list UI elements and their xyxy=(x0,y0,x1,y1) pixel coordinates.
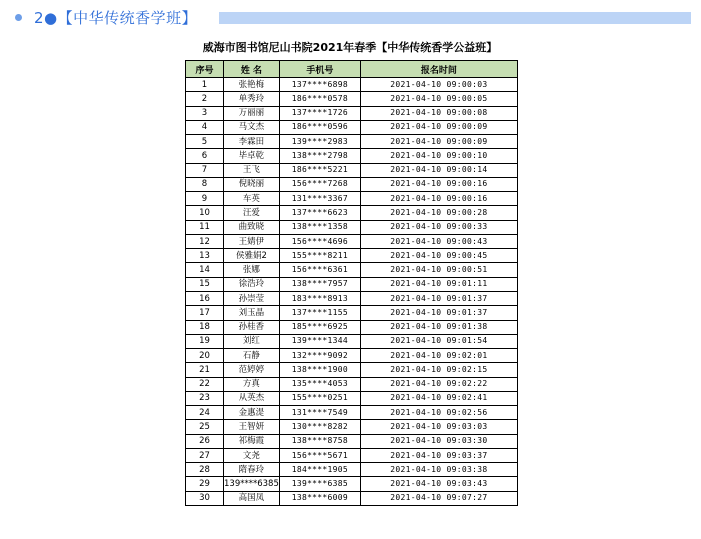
cell-phone: 139****2983 xyxy=(279,135,360,149)
table-row xyxy=(186,263,518,277)
cell-name: 毕卓乾 xyxy=(224,149,280,163)
cell-phone: 137****6623 xyxy=(279,206,360,220)
cell-index: 28 xyxy=(186,463,224,477)
cell-name: 高国凤 xyxy=(224,491,280,505)
cell-phone: 184****1905 xyxy=(279,463,360,477)
cell-index: 3 xyxy=(186,106,224,120)
cell-index: 9 xyxy=(186,192,224,206)
cell-index: 20 xyxy=(186,349,224,363)
cell-phone: 138****2798 xyxy=(279,149,360,163)
table-row xyxy=(186,177,518,191)
table-row xyxy=(186,320,518,334)
cell-index: 2 xyxy=(186,92,224,106)
cell-phone: 135****4053 xyxy=(279,377,360,391)
cell-name: 倪晓丽 xyxy=(224,177,280,191)
cell-phone: 186****5221 xyxy=(279,163,360,177)
column-header-name: 姓 名 xyxy=(224,61,280,78)
cell-time: 2021-04-10 09:03:43 xyxy=(360,477,517,491)
table-row xyxy=(186,420,518,434)
cell-time: 2021-04-10 09:01:37 xyxy=(360,291,517,305)
registration-table xyxy=(185,60,518,506)
cell-name: 单秀玲 xyxy=(224,92,280,106)
cell-time: 2021-04-10 09:00:09 xyxy=(360,135,517,149)
cell-phone: 137****1726 xyxy=(279,106,360,120)
cell-phone: 183****8913 xyxy=(279,291,360,305)
table-row xyxy=(186,92,518,106)
cell-name: 王飞 xyxy=(224,163,280,177)
table-row xyxy=(186,463,518,477)
cell-phone: 186****0596 xyxy=(279,120,360,134)
table-row xyxy=(186,78,518,92)
cell-name: 从英杰 xyxy=(224,391,280,405)
table-body xyxy=(186,78,518,506)
table-row xyxy=(186,192,518,206)
cell-name: 车英 xyxy=(224,192,280,206)
cell-time: 2021-04-10 09:00:08 xyxy=(360,106,517,120)
table-row xyxy=(186,149,518,163)
table-row xyxy=(186,363,518,377)
cell-phone: 138****6009 xyxy=(279,491,360,505)
cell-index: 24 xyxy=(186,406,224,420)
column-header-index: 序号 xyxy=(186,61,224,78)
table-row xyxy=(186,120,518,134)
cell-phone: 132****9092 xyxy=(279,349,360,363)
cell-time: 2021-04-10 09:00:14 xyxy=(360,163,517,177)
cell-phone: 186****0578 xyxy=(279,92,360,106)
table-row xyxy=(186,135,518,149)
cell-time: 2021-04-10 09:00:16 xyxy=(360,192,517,206)
cell-name: 隋春玲 xyxy=(224,463,280,477)
cell-time: 2021-04-10 09:03:37 xyxy=(360,448,517,462)
cell-index: 13 xyxy=(186,249,224,263)
table-row xyxy=(186,448,518,462)
cell-phone: 138****7957 xyxy=(279,277,360,291)
cell-index: 21 xyxy=(186,363,224,377)
cell-time: 2021-04-10 09:03:30 xyxy=(360,434,517,448)
cell-index: 30 xyxy=(186,491,224,505)
cell-phone: 138****1900 xyxy=(279,363,360,377)
table-row xyxy=(186,249,518,263)
column-header-phone: 手机号 xyxy=(279,61,360,78)
cell-time: 2021-04-10 09:00:03 xyxy=(360,78,517,92)
cell-time: 2021-04-10 09:00:51 xyxy=(360,263,517,277)
cell-time: 2021-04-10 09:02:01 xyxy=(360,349,517,363)
cell-phone: 131****3367 xyxy=(279,192,360,206)
cell-index: 26 xyxy=(186,434,224,448)
cell-index: 27 xyxy=(186,448,224,462)
table-row xyxy=(186,306,518,320)
cell-phone: 156****7268 xyxy=(279,177,360,191)
cell-time: 2021-04-10 09:02:56 xyxy=(360,406,517,420)
table-row xyxy=(186,277,518,291)
section-header xyxy=(14,6,692,30)
cell-index: 19 xyxy=(186,334,224,348)
cell-index: 29 xyxy=(186,477,224,491)
cell-phone: 156****4696 xyxy=(279,234,360,248)
cell-index: 10 xyxy=(186,206,224,220)
table-row xyxy=(186,349,518,363)
cell-time: 2021-04-10 09:01:11 xyxy=(360,277,517,291)
cell-name: 汪爱 xyxy=(224,206,280,220)
cell-index: 8 xyxy=(186,177,224,191)
cell-name: 孙崇莹 xyxy=(224,291,280,305)
cell-phone: 137****6898 xyxy=(279,78,360,92)
cell-index: 25 xyxy=(186,420,224,434)
cell-index: 22 xyxy=(186,377,224,391)
cell-index: 15 xyxy=(186,277,224,291)
cell-time: 2021-04-10 09:00:09 xyxy=(360,120,517,134)
cell-time: 2021-04-10 09:07:27 xyxy=(360,491,517,505)
cell-name: 王智妍 xyxy=(224,420,280,434)
cell-index: 11 xyxy=(186,220,224,234)
cell-name: 石静 xyxy=(224,349,280,363)
cell-phone: 138****8758 xyxy=(279,434,360,448)
cell-time: 2021-04-10 09:00:28 xyxy=(360,206,517,220)
cell-index: 14 xyxy=(186,263,224,277)
table-row xyxy=(186,234,518,248)
cell-name: 祁梅霞 xyxy=(224,434,280,448)
cell-name: 李霖田 xyxy=(224,135,280,149)
bullet-dot-icon xyxy=(15,14,22,21)
document-title: 威海市图书馆尼山书院2021年春季【中华传统香学公益班】 xyxy=(202,41,498,54)
cell-phone: 156****6361 xyxy=(279,263,360,277)
cell-phone: 131****7549 xyxy=(279,406,360,420)
cell-index: 5 xyxy=(186,135,224,149)
cell-time: 2021-04-10 09:02:41 xyxy=(360,391,517,405)
cell-name: 文尧 xyxy=(224,448,280,462)
table-row xyxy=(186,291,518,305)
cell-time: 2021-04-10 09:01:37 xyxy=(360,306,517,320)
table-row xyxy=(186,106,518,120)
cell-phone: 185****6925 xyxy=(279,320,360,334)
cell-time: 2021-04-10 09:00:45 xyxy=(360,249,517,263)
cell-name: 范婷婷 xyxy=(224,363,280,377)
table-row xyxy=(186,391,518,405)
table-row xyxy=(186,206,518,220)
cell-index: 17 xyxy=(186,306,224,320)
cell-index: 18 xyxy=(186,320,224,334)
cell-name: 侯雅娟2 xyxy=(224,249,280,263)
cell-name: 方真 xyxy=(224,377,280,391)
cell-index: 12 xyxy=(186,234,224,248)
cell-name: 张艳梅 xyxy=(224,78,280,92)
cell-time: 2021-04-10 09:00:43 xyxy=(360,234,517,248)
table-row xyxy=(186,406,518,420)
cell-index: 16 xyxy=(186,291,224,305)
cell-name: 刘玉晶 xyxy=(224,306,280,320)
cell-time: 2021-04-10 09:02:22 xyxy=(360,377,517,391)
cell-name: 王婧伊 xyxy=(224,234,280,248)
cell-name: 万丽丽 xyxy=(224,106,280,120)
cell-phone: 155****8211 xyxy=(279,249,360,263)
table-row xyxy=(186,377,518,391)
cell-index: 1 xyxy=(186,78,224,92)
table-row xyxy=(186,477,518,491)
cell-time: 2021-04-10 09:03:38 xyxy=(360,463,517,477)
cell-phone: 139****6385 xyxy=(279,477,360,491)
cell-index: 7 xyxy=(186,163,224,177)
table-row xyxy=(186,163,518,177)
cell-index: 4 xyxy=(186,120,224,134)
cell-time: 2021-04-10 09:00:33 xyxy=(360,220,517,234)
cell-time: 2021-04-10 09:01:54 xyxy=(360,334,517,348)
cell-phone: 139****1344 xyxy=(279,334,360,348)
cell-name: 曲致晓 xyxy=(224,220,280,234)
table-row xyxy=(186,334,518,348)
cell-time: 2021-04-10 09:01:38 xyxy=(360,320,517,334)
cell-time: 2021-04-10 09:00:05 xyxy=(360,92,517,106)
cell-phone: 156****5671 xyxy=(279,448,360,462)
table-row xyxy=(186,434,518,448)
cell-time: 2021-04-10 09:03:03 xyxy=(360,420,517,434)
cell-name: 徐浩玲 xyxy=(224,277,280,291)
cell-phone: 130****8282 xyxy=(279,420,360,434)
cell-index: 6 xyxy=(186,149,224,163)
cell-name: 张娜 xyxy=(224,263,280,277)
table-row xyxy=(186,220,518,234)
cell-name: 金惠湜 xyxy=(224,406,280,420)
cell-time: 2021-04-10 09:02:15 xyxy=(360,363,517,377)
cell-phone: 137****1155 xyxy=(279,306,360,320)
column-header-time: 报名时间 xyxy=(360,61,517,78)
cell-name: 139****6385 xyxy=(224,477,280,491)
cell-index: 23 xyxy=(186,391,224,405)
section-title: 2●【中华传统香学班】 xyxy=(34,9,198,27)
cell-phone: 155****0251 xyxy=(279,391,360,405)
cell-name: 刘红 xyxy=(224,334,280,348)
cell-phone: 138****1358 xyxy=(279,220,360,234)
table-row xyxy=(186,491,518,505)
header-divider-bar xyxy=(219,12,691,24)
cell-name: 马文杰 xyxy=(224,120,280,134)
table-header-row xyxy=(186,61,518,78)
cell-time: 2021-04-10 09:00:16 xyxy=(360,177,517,191)
cell-time: 2021-04-10 09:00:10 xyxy=(360,149,517,163)
cell-name: 孙桂香 xyxy=(224,320,280,334)
